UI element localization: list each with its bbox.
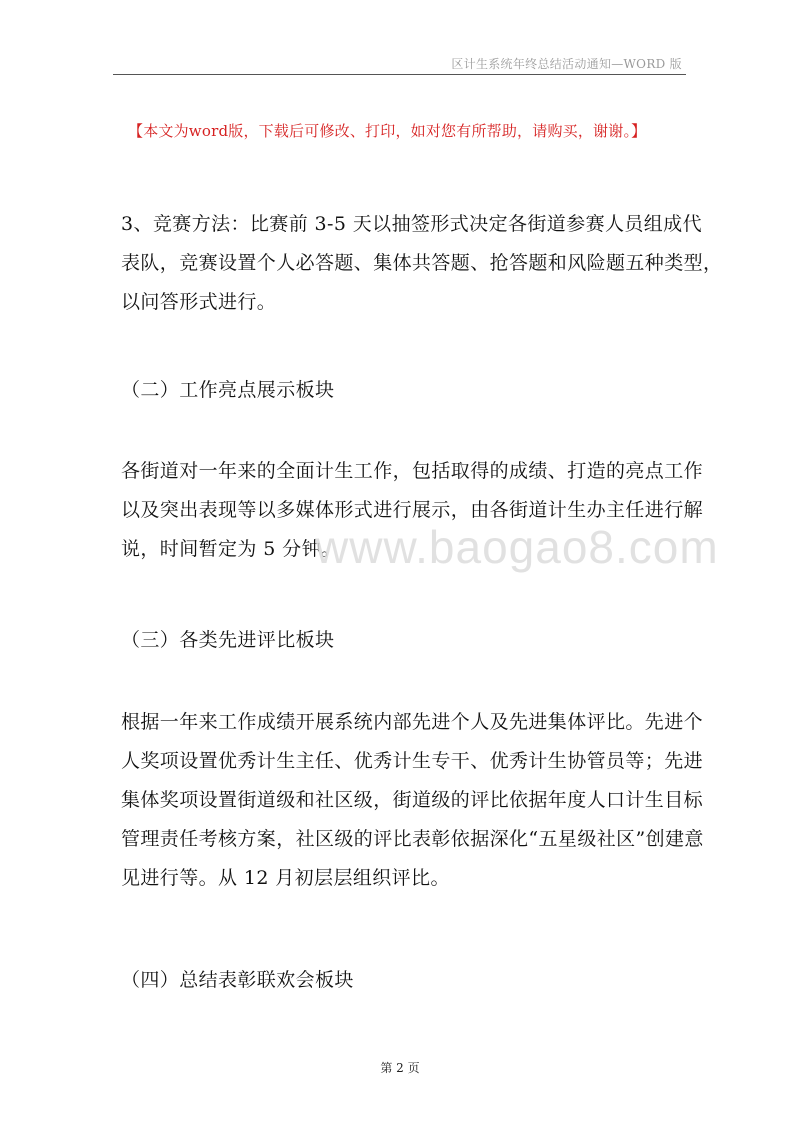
paragraph-competition-method bbox=[121, 205, 723, 322]
section-heading-highlights bbox=[121, 371, 687, 410]
heading-text: （二）工作亮点展示板块 bbox=[121, 379, 335, 401]
heading-text: （三）各类先进评比板块 bbox=[121, 629, 335, 651]
paragraph-line: 以问答形式进行。 bbox=[121, 291, 277, 313]
paragraph-awards bbox=[121, 703, 704, 898]
section-heading-awards bbox=[121, 621, 687, 660]
paragraph-line: 集体奖项设置街道级和社区级，街道级的评比依据年度人口计生目标 bbox=[121, 789, 704, 811]
paragraph-line: 以及突出表现等以多媒体形式进行展示，由各街道计生办主任进行解 bbox=[121, 499, 704, 521]
paragraph-line: 见进行等。从 12 月初层层组织评比。 bbox=[121, 867, 450, 889]
paragraph-line: 根据一年来工作成绩开展系统内部先进个人及先进集体评比。先进个 bbox=[121, 711, 704, 733]
paragraph-line: 各街道对一年来的全面计生工作，包括取得的成绩、打造的亮点工作 bbox=[121, 460, 704, 482]
paragraph-line: 管理责任考核方案，社区级的评比表彰依据深化“五星级社区”创建意 bbox=[121, 828, 704, 850]
section-heading-celebration bbox=[121, 961, 687, 1000]
watermark: www.baogao8.com bbox=[315, 521, 719, 573]
paragraph-highlights bbox=[121, 452, 704, 569]
paragraph-line: 3、竞赛方法：比赛前 3-5 天以抽签形式决定各街道参赛人员组成代 bbox=[121, 213, 702, 235]
paragraph-line: 人奖项设置优秀计生主任、优秀计生专干、优秀计生协管员等；先进 bbox=[121, 750, 704, 772]
header-title: 区计生系统年终总结活动通知—WORD 版 bbox=[451, 57, 682, 71]
paragraph-line: 说，时间暂定为 5 分钟。 bbox=[121, 538, 341, 560]
purchase-notice: 【本文为word版，下载后可修改、打印，如对您有所帮助，请购买，谢谢。】 bbox=[128, 122, 647, 140]
heading-text: （四）总结表彰联欢会板块 bbox=[121, 969, 354, 991]
paragraph-line: 表队，竞赛设置个人必答题、集体共答题、抢答题和风险题五种类型， bbox=[121, 252, 723, 274]
page-number: 第 2 页 bbox=[380, 1061, 420, 1075]
header-rule bbox=[113, 74, 686, 75]
